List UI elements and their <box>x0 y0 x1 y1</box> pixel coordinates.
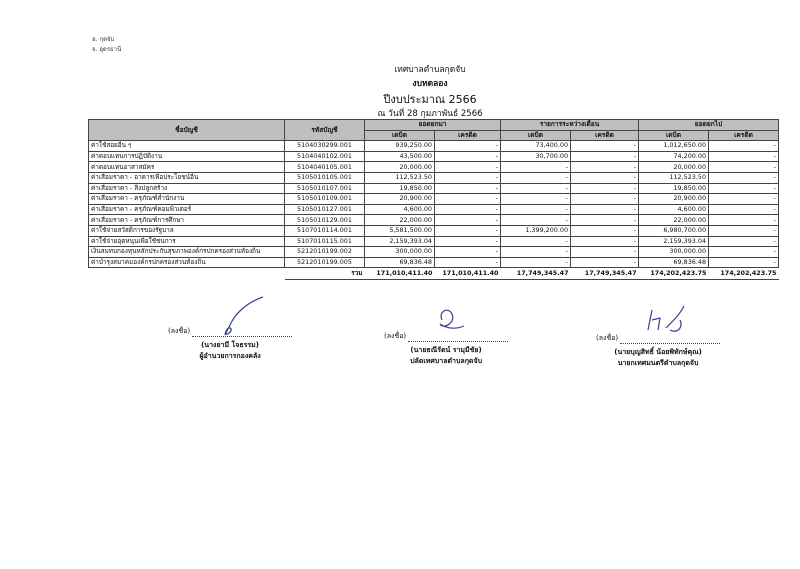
as-of-date: ณ วันที่ 28 กุมภาพันธ์ 2566 <box>377 109 483 119</box>
table-row <box>89 215 779 226</box>
total-bf-credit: 171,010,411.40 <box>435 268 501 280</box>
cf-credit: - <box>709 151 779 162</box>
month-debit: - <box>501 257 571 268</box>
signature-block-3 <box>596 333 720 369</box>
bf-debit: 2,159,393.04 <box>365 236 435 247</box>
cf-credit: - <box>709 225 779 236</box>
account-name: ค่าบำรุงสมาคมองค์กรปกครองส่วนท้องถิ่น <box>89 257 285 268</box>
account-name: ค่าเสื่อมราคา - ครุภัณฑ์การศึกษา <box>89 215 285 226</box>
month-debit: 73,400.00 <box>501 141 571 152</box>
cf-credit: - <box>709 183 779 194</box>
cf-credit: - <box>709 162 779 173</box>
signature-block-1 <box>168 326 292 362</box>
header-carried-forward: ยอดยกไป <box>639 120 779 131</box>
month-credit: - <box>571 236 639 247</box>
cf-credit: - <box>709 141 779 152</box>
month-credit: - <box>571 204 639 215</box>
account-code: 5105010127.001 <box>285 204 365 215</box>
cf-debit: 2,159,393.04 <box>639 236 709 247</box>
bf-credit: - <box>435 172 501 183</box>
signature-prefix: (ลงชื่อ) <box>384 332 407 340</box>
bf-credit: - <box>435 225 501 236</box>
signature-prefix: (ลงชื่อ) <box>596 334 619 342</box>
table-row <box>89 151 779 162</box>
month-debit: - <box>501 204 571 215</box>
month-credit: - <box>571 194 639 205</box>
account-code: 5105010129.001 <box>285 215 365 226</box>
header-account: ชื่อบัญชี <box>89 120 285 141</box>
header-debit: เดบิต <box>501 130 571 141</box>
month-debit: 1,399,200.00 <box>501 225 571 236</box>
month-credit: - <box>571 215 639 226</box>
cf-debit: 22,000.00 <box>639 215 709 226</box>
cf-debit: 69,836.48 <box>639 257 709 268</box>
table-row <box>89 257 779 268</box>
table-row <box>89 194 779 205</box>
table-row <box>89 247 779 258</box>
bf-debit: 300,000.00 <box>365 247 435 258</box>
bf-debit: 22,000.00 <box>365 215 435 226</box>
bf-debit: 939,250.00 <box>365 141 435 152</box>
month-debit: - <box>501 194 571 205</box>
month-debit: 30,700.00 <box>501 151 571 162</box>
cf-debit: 300,000.00 <box>639 247 709 258</box>
account-code: 5105010109.001 <box>285 194 365 205</box>
bf-debit: 43,500.00 <box>365 151 435 162</box>
account-code: 5212010199.002 <box>285 247 365 258</box>
account-name: ค่าเสื่อมราคา - ครุภัณฑ์สำนักงาน <box>89 194 285 205</box>
signature-line <box>192 328 292 337</box>
header-credit: เครดิต <box>571 130 639 141</box>
ledger-body <box>89 141 779 268</box>
report-title: งบทดลอง <box>412 79 448 89</box>
account-name: ค่าตอบแทนการปฏิบัติงาน <box>89 151 285 162</box>
month-debit: - <box>501 183 571 194</box>
table-row <box>89 236 779 247</box>
account-code: 5212010199.005 <box>285 257 365 268</box>
cf-debit: 4,600.00 <box>639 204 709 215</box>
cf-debit: 1,012,650.00 <box>639 141 709 152</box>
bf-credit: - <box>435 194 501 205</box>
bf-debit: 20,900.00 <box>365 194 435 205</box>
account-code: 5104030299.001 <box>285 141 365 152</box>
total-cf-debit: 174,202,423.75 <box>639 268 709 280</box>
bf-credit: - <box>435 215 501 226</box>
table-row <box>89 225 779 236</box>
cf-credit: - <box>709 194 779 205</box>
month-debit: - <box>501 247 571 258</box>
account-code: 5107010114.001 <box>285 225 365 236</box>
header-during-month: รายการระหว่างเดือน <box>501 120 639 131</box>
total-cf-credit: 174,202,423.75 <box>709 268 779 280</box>
account-name: ค่าเสื่อมราคา - สิ่งปลูกสร้าง <box>89 183 285 194</box>
header-debit: เดบิต <box>365 130 435 141</box>
account-code: 5107010115.001 <box>285 236 365 247</box>
month-credit: - <box>571 151 639 162</box>
header-credit: เครดิต <box>709 130 779 141</box>
table-row <box>89 204 779 215</box>
table-row <box>89 162 779 173</box>
org-title: เทศบาลตำบลกุดจับ <box>394 65 466 75</box>
bf-debit: 69,836.48 <box>365 257 435 268</box>
bf-credit: - <box>435 141 501 152</box>
account-code: 5104040105.001 <box>285 162 365 173</box>
total-month-debit: 17,749,345.47 <box>501 268 571 280</box>
header-brought-forward: ยอดยกมา <box>365 120 501 131</box>
signer-position: ปลัดเทศบาลตำบลกุดจับ <box>410 357 483 365</box>
account-name: เงินสมทบกองทุนหลักประกันสุขภาพองค์กรปกครองส่วนท้องถิ่น <box>89 247 285 258</box>
bf-debit: 112,523.50 <box>365 172 435 183</box>
bf-credit: - <box>435 236 501 247</box>
signer-position: นายกเทศมนตรีตำบลกุดจับ <box>617 359 699 367</box>
corner-note-province: จ. อุดรธานี <box>92 46 122 53</box>
header-code: รหัสบัญชี <box>285 120 365 141</box>
cf-credit: - <box>709 204 779 215</box>
trial-balance-table <box>88 119 779 280</box>
total-row <box>89 268 779 280</box>
corner-note-district: ฮ. กุดจับ <box>92 36 115 43</box>
bf-debit: 19,850.00 <box>365 183 435 194</box>
month-credit: - <box>571 225 639 236</box>
table-row <box>89 183 779 194</box>
table-row <box>89 172 779 183</box>
signature-line <box>620 335 720 344</box>
month-debit: - <box>501 215 571 226</box>
account-name: ค่าตอบแทนอาสาสมัคร <box>89 162 285 173</box>
header-debit: เดบิต <box>639 130 709 141</box>
header-credit: เครดิต <box>435 130 501 141</box>
month-credit: - <box>571 162 639 173</box>
month-credit: - <box>571 141 639 152</box>
month-credit: - <box>571 183 639 194</box>
month-credit: - <box>571 257 639 268</box>
cf-debit: 20,000.00 <box>639 162 709 173</box>
month-debit: - <box>501 236 571 247</box>
month-credit: - <box>571 247 639 258</box>
fiscal-year: ปีงบประมาณ 2566 <box>383 93 477 106</box>
signer-name: (นายธณีรัตน์ รามุมีชัย) <box>410 346 482 354</box>
cf-debit: 20,900.00 <box>639 194 709 205</box>
account-name: ค่าเสื่อมราคา - ครุภัณฑ์คอมพิวเตอร์ <box>89 204 285 215</box>
total-bf-debit: 171,010,411.40 <box>365 268 435 280</box>
signer-name: (นางยามี โจธรรม) <box>201 341 259 349</box>
cf-credit: - <box>709 215 779 226</box>
signature-block-2 <box>384 331 508 367</box>
cf-credit: - <box>709 257 779 268</box>
account-code: 5105010107.001 <box>285 183 365 194</box>
bf-credit: - <box>435 151 501 162</box>
table-row <box>89 141 779 152</box>
bf-credit: - <box>435 257 501 268</box>
cf-debit: 74,200.00 <box>639 151 709 162</box>
month-debit: - <box>501 172 571 183</box>
bf-debit: 5,581,500.00 <box>365 225 435 236</box>
total-label: รวม <box>285 268 365 280</box>
bf-credit: - <box>435 183 501 194</box>
cf-debit: 19,850.00 <box>639 183 709 194</box>
cf-credit: - <box>709 172 779 183</box>
total-month-credit: 17,749,345.47 <box>571 268 639 280</box>
bf-credit: - <box>435 162 501 173</box>
account-code: 5105010105.001 <box>285 172 365 183</box>
cf-credit: - <box>709 236 779 247</box>
month-debit: - <box>501 162 571 173</box>
bf-debit: 20,000.00 <box>365 162 435 173</box>
account-name: ค่าใช้สอยอื่น ๆ <box>89 141 285 152</box>
cf-credit: - <box>709 247 779 258</box>
account-name: ค่าใช้จ่ายอุดหนุนเพื่อใช้ชนการ <box>89 236 285 247</box>
bf-credit: - <box>435 247 501 258</box>
cf-debit: 6,980,700.00 <box>639 225 709 236</box>
cf-debit: 112,523.50 <box>639 172 709 183</box>
signer-position: ผู้อำนวยการกองคลัง <box>199 352 261 360</box>
signature-prefix: (ลงชื่อ) <box>168 327 191 335</box>
account-name: ค่าใช้จ่ายสวัสดิการของรัฐบาล <box>89 225 285 236</box>
signer-name: (นายบุญสิทธิ์ น้อยพิทักษ์คุณ) <box>614 348 702 356</box>
account-code: 5104040102.001 <box>285 151 365 162</box>
signature-line <box>408 333 508 342</box>
bf-credit: - <box>435 204 501 215</box>
bf-debit: 4,600.00 <box>365 204 435 215</box>
month-credit: - <box>571 172 639 183</box>
account-name: ค่าเสื่อมราคา - อาคารเพื่อประโยชน์อื่น <box>89 172 285 183</box>
